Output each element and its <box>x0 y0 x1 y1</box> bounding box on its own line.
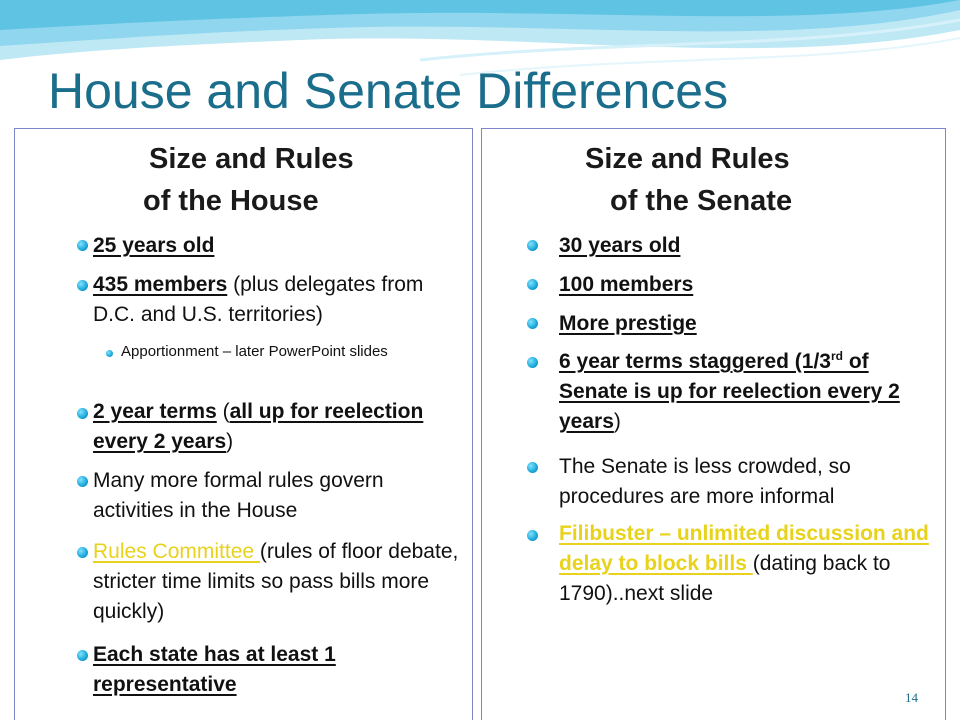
bullet-icon <box>77 547 88 558</box>
house-formal-rules: Many more formal rules govern activities in the House <box>93 469 384 522</box>
house-rules-committee: Rules Committee (rules of floor debate, stricter time limits so pass bills more quickly) <box>93 540 459 623</box>
bullet-icon <box>77 408 88 419</box>
senate-age: 30 years old <box>559 234 681 257</box>
bullet-icon <box>527 279 538 290</box>
senate-terms: 6 year terms staggered (1/3rd of Senate is up for reelection every 2 years) <box>559 349 900 433</box>
house-members: 435 members (plus delegates from D.C. and U.S. territories) <box>93 273 424 326</box>
bullet-icon <box>77 280 88 291</box>
bullet-icon <box>77 240 88 251</box>
bullet-icon <box>77 476 88 487</box>
senate-members: 100 members <box>559 273 694 296</box>
house-heading-line1: Size and Rules <box>149 143 354 175</box>
senate-less-crowded: The Senate is less crowded, so procedures are more informal <box>559 455 851 508</box>
bullet-icon <box>527 530 538 541</box>
bullet-icon <box>527 318 538 329</box>
slide-title: House and Senate Differences <box>48 63 729 119</box>
bullet-icon <box>527 357 538 368</box>
senate-heading-line1: Size and Rules <box>585 143 790 175</box>
sub-bullet-icon <box>106 350 113 357</box>
house-terms: 2 year terms (all up for reelection every 2 years) <box>93 400 424 453</box>
house-panel <box>14 128 473 720</box>
bullet-icon <box>77 650 88 661</box>
house-heading-line2: of the House <box>143 185 319 217</box>
house-age: 25 years old <box>93 234 215 257</box>
bullet-icon <box>527 240 538 251</box>
house-each-state: Each state has at least 1 representative <box>93 643 336 696</box>
senate-heading-line2: of the Senate <box>610 185 793 217</box>
senate-prestige: More prestige <box>559 312 697 335</box>
senate-filibuster: Filibuster – unlimited discussion and delay to block bills (dating back to 1790)..next slide <box>559 522 929 605</box>
filibuster-link[interactable]: Filibuster – unlimited discussion and delay to block bills <box>559 522 929 575</box>
page-number: 14 <box>905 690 918 705</box>
house-apportionment: Apportionment – later PowerPoint slides <box>121 343 388 360</box>
bullet-icon <box>527 462 538 473</box>
rules-committee-link[interactable]: Rules Committee <box>93 540 260 563</box>
senate-panel <box>481 128 946 720</box>
